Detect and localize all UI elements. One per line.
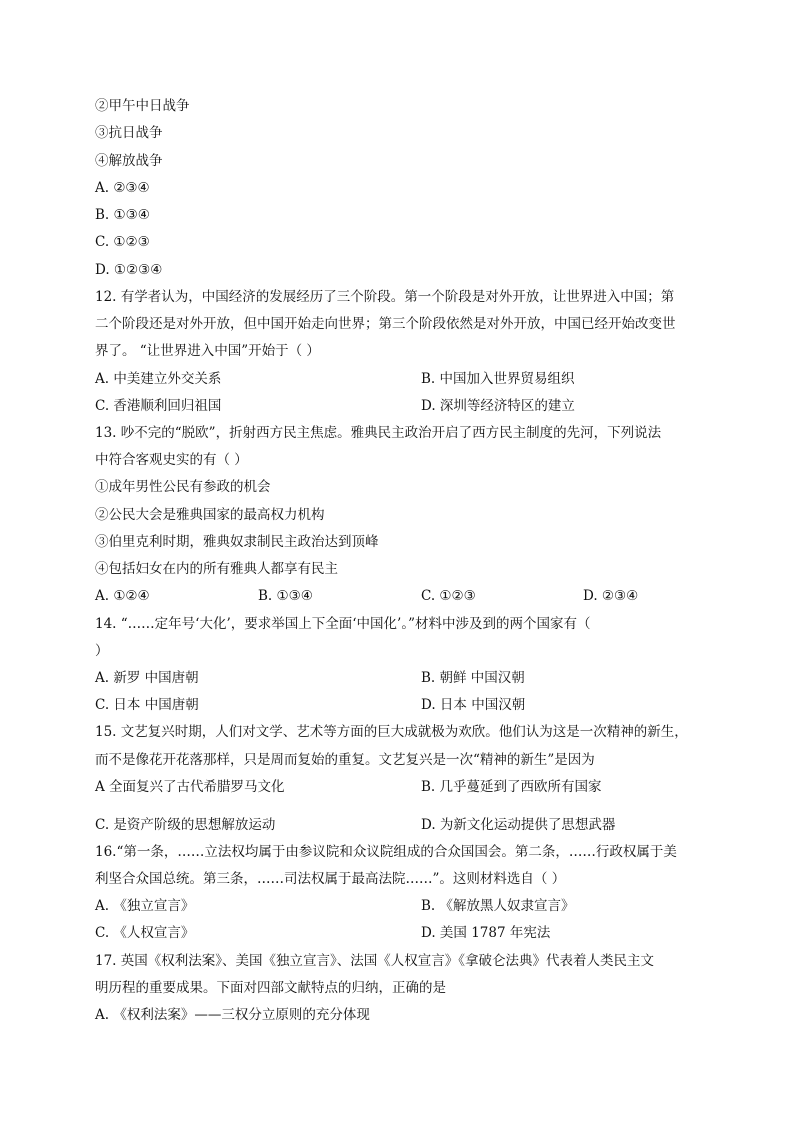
q11-item-4: ④解放战争 xyxy=(95,153,163,169)
q13-item-1: ①成年男性公民有参政的机会 xyxy=(95,479,271,495)
q15-option-b: B. 几乎蔓延到了西欧所有国家 xyxy=(421,779,602,795)
q11-option-b: B. ①③④ xyxy=(95,207,150,223)
q16-option-c: C. 《人权宣言》 xyxy=(95,925,195,941)
q12-option-b: B. 中国加入世界贸易组织 xyxy=(421,371,575,387)
q13-stem-line-2: 中符合客观史实的有（ ） xyxy=(95,452,248,468)
q15-stem-line-1: 15. 文艺复兴时期，人们对文学、艺术等方面的巨大成就极为欢欣。他们认为这是一次精神的新生， xyxy=(95,724,688,740)
q11-option-a: A. ②③④ xyxy=(95,180,150,196)
q15-option-a: A 全面复兴了古代希腊罗马文化 xyxy=(95,779,285,795)
q14-option-d: D. 日本 中国汉朝 xyxy=(421,697,526,713)
q13-option-c: C. ①②③ xyxy=(421,588,476,604)
q15-option-d: D. 为新文化运动提供了思想武器 xyxy=(421,817,616,833)
q14-option-b: B. 朝鲜 中国汉朝 xyxy=(421,670,525,686)
q14-stem-line-1: 14. “……定年号‘大化’，要求举国上下全面‘中国化’。”材料中涉及到的两个国家有（ xyxy=(95,616,591,632)
q13-option-b: B. ①③④ xyxy=(258,588,313,604)
q12-option-c: C. 香港顺利回归祖国 xyxy=(95,398,222,414)
q12-stem-line-3: 界了。 “让世界进入中国”开始于（ ） xyxy=(95,343,320,359)
q11-option-d: D. ①②③④ xyxy=(95,262,163,278)
q14-stem-line-2: ） xyxy=(95,643,109,659)
q11-item-2: ②甲午中日战争 xyxy=(95,98,190,114)
q13-item-2: ②公民大会是雅典国家的最高权力机构 xyxy=(95,507,325,523)
q14-option-c: C. 日本 中国唐朝 xyxy=(95,697,199,713)
q11-item-3: ③抗日战争 xyxy=(95,125,163,141)
q12-stem-line-2: 二个阶段还是对外开放，但中国开始走向世界；第三个阶段依然是对外开放，中国已经开始改变世 xyxy=(95,316,676,332)
q17-stem-line-2: 明历程的重要成果。下面对四部文献特点的归纳，正确的是 xyxy=(95,980,446,996)
q15-stem-line-2: 而不是像花开花落那样，只是周而复始的重复。文艺复兴是一次“精神的新生”是因为 xyxy=(95,752,595,768)
q13-item-4: ④包括妇女在内的所有雅典人都享有民主 xyxy=(95,561,338,577)
q17-option-a: A. 《权利法案》——三权分立原则的充分体现 xyxy=(95,1007,370,1023)
q16-stem-line-1: 16.“第一条，……立法权均属于由参议院和众议院组成的合众国国会。第二条，……行政权属于美 xyxy=(95,844,677,860)
q16-option-b: B. 《解放黑人奴隶宣言》 xyxy=(421,898,575,914)
q16-stem-line-2: 利坚合众国总统。第三条，……司法权属于最高法院……”。这则材料选自（ ） xyxy=(95,871,566,887)
q16-option-d: D. 美国 1787 年宪法 xyxy=(421,925,551,941)
q12-option-d: D. 深圳等经济特区的建立 xyxy=(421,398,575,414)
q13-option-a: A. ①②④ xyxy=(95,588,150,604)
q13-stem-line-1: 13. 吵不完的“脱欧”，折射西方民主焦虑。雅典民主政治开启了西方民主制度的先河，下列说法 xyxy=(95,425,662,441)
q16-option-a: A. 《独立宣言》 xyxy=(95,898,195,914)
q13-item-3: ③伯里克利时期，雅典奴隶制民主政治达到顶峰 xyxy=(95,534,379,550)
q12-option-a: A. 中美建立外交关系 xyxy=(95,371,222,387)
q13-option-d: D. ②③④ xyxy=(583,588,639,604)
q15-option-c: C. 是资产阶级的思想解放运动 xyxy=(95,817,276,833)
q17-stem-line-1: 17. 英国《权利法案》、美国《独立宣言》、法国《人权宣言》《拿破仑法典》代表着人类民主文 xyxy=(95,953,655,969)
q14-option-a: A. 新罗 中国唐朝 xyxy=(95,670,199,686)
q12-stem-line-1: 12. 有学者认为，中国经济的发展经历了三个阶段。第一个阶段是对外开放，让世界进入中国；第 xyxy=(95,289,675,305)
q11-option-c: C. ①②③ xyxy=(95,234,150,250)
